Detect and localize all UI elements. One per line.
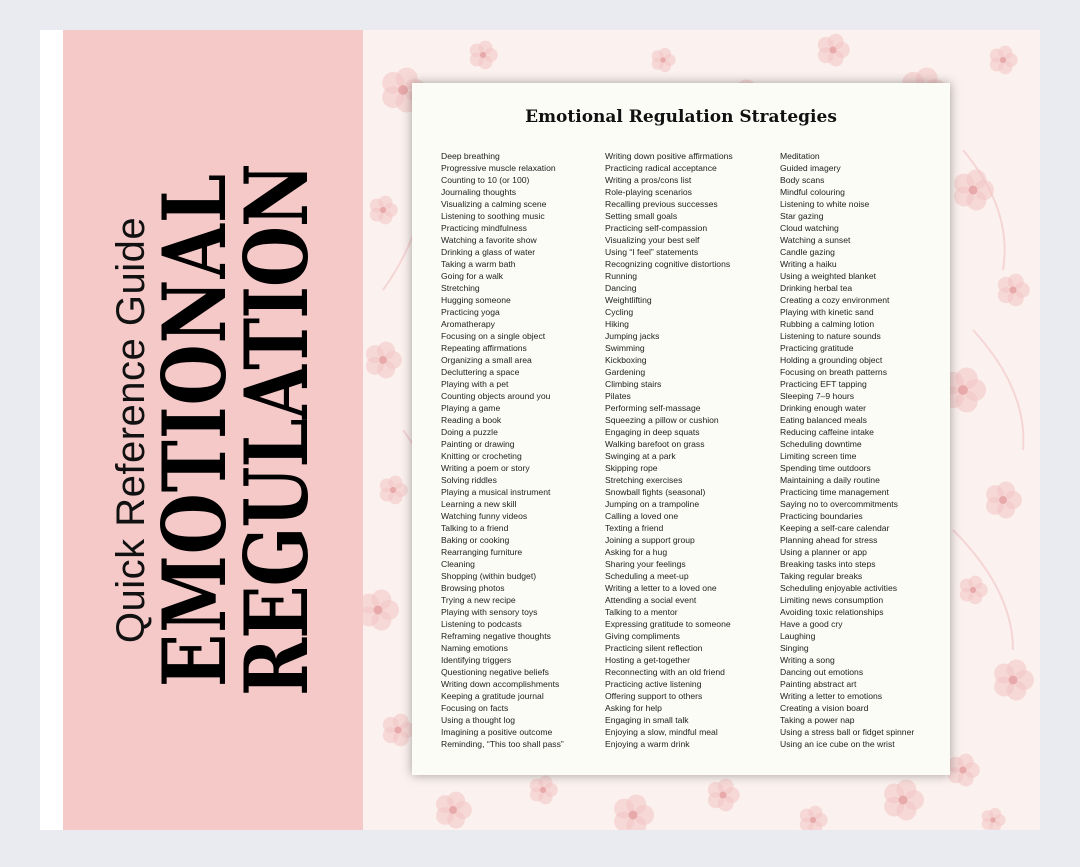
strategy-item: Recognizing cognitive distortions <box>605 259 731 269</box>
strategy-item: Painting or drawing <box>441 439 515 449</box>
cover-title-line-1: EMOTIONAL <box>142 172 247 688</box>
strategy-item: Practicing boundaries <box>780 511 863 521</box>
strategy-item: Talking to a mentor <box>605 607 678 617</box>
strategy-item: Repeating affirmations <box>441 343 527 353</box>
flower-icon <box>614 795 654 830</box>
strategy-item: Watching a favorite show <box>441 235 537 245</box>
strategy-item: Drinking herbal tea <box>780 283 853 293</box>
strategy-column-1 <box>441 150 564 750</box>
strategy-item: Identifying triggers <box>441 655 512 665</box>
strategy-item: Hugging someone <box>441 295 511 305</box>
strategy-item: Kickboxing <box>605 355 647 365</box>
strategy-item: Swinging at a park <box>605 451 676 461</box>
strategy-item: Guided imagery <box>780 163 841 173</box>
strategy-item: Rubbing a calming lotion <box>780 319 875 329</box>
strategy-item: Scheduling downtime <box>780 439 862 449</box>
strategy-item: Texting a friend <box>605 523 664 533</box>
flower-icon <box>470 41 498 70</box>
strategy-item: Engaging in small talk <box>605 715 689 725</box>
strategy-item: Weightlifting <box>605 295 652 305</box>
strategy-item: Planning ahead for stress <box>780 535 878 545</box>
strategy-item: Playing with kinetic sand <box>780 307 874 317</box>
strategy-item: Asking for a hug <box>605 547 668 557</box>
strategy-item: Spending time outdoors <box>780 463 871 473</box>
flower-icon <box>436 792 472 829</box>
strategy-item: Creating a cozy environment <box>780 295 890 305</box>
strategy-item: Using a stress ball or fidget spinner <box>780 727 915 737</box>
flower-icon <box>800 806 828 830</box>
strategy-item: Reframing negative thoughts <box>441 631 551 641</box>
strategy-item: Reducing caffeine intake <box>780 427 874 437</box>
strategy-item: Baking or cooking <box>441 535 510 545</box>
strategy-item: Using a planner or app <box>780 547 867 557</box>
sheet-title: Emotional Regulation Strategies <box>525 107 837 127</box>
flower-icon <box>948 754 980 787</box>
strategy-item: Drinking enough water <box>780 403 866 413</box>
strategy-item: Limiting screen time <box>780 451 857 461</box>
strategy-item: Using a weighted blanket <box>780 271 877 281</box>
strategy-item: Body scans <box>780 175 825 185</box>
strategy-item: Watching a sunset <box>780 235 851 245</box>
strategy-item: Shopping (within budget) <box>441 571 537 581</box>
strategy-item: Snowball fights (seasonal) <box>605 487 706 497</box>
strategy-item: Walking barefoot on grass <box>605 439 705 449</box>
strategy-item: Watching funny videos <box>441 511 528 521</box>
strategy-item: Visualizing a calming scene <box>441 199 547 209</box>
strategy-item: Have a good cry <box>780 619 843 629</box>
flower-icon <box>884 780 924 821</box>
strategy-item: Playing with a pet <box>441 379 509 389</box>
strategy-item: Focusing on a single object <box>441 331 546 341</box>
strategy-item: Gardening <box>605 367 646 377</box>
strategy-item: Hiking <box>605 319 629 329</box>
strategy-item: Swimming <box>605 343 645 353</box>
strategy-item: Progressive muscle relaxation <box>441 163 556 173</box>
strategy-item: Listening to soothing music <box>441 211 545 221</box>
strategy-item: Pilates <box>605 391 631 401</box>
strategy-item: Using an ice cube on the wrist <box>780 739 895 749</box>
strategy-item: Recalling previous successes <box>605 199 718 209</box>
strategy-item: Going for a walk <box>441 271 504 281</box>
strategy-item: Reminding, “This too shall pass” <box>441 739 564 749</box>
strategy-item: Practicing yoga <box>441 307 500 317</box>
strategy-item: Dancing out emotions <box>780 667 864 677</box>
strategy-column-3 <box>780 150 914 750</box>
strategy-item: Cycling <box>605 307 634 317</box>
flower-icon <box>363 590 399 631</box>
strategy-item: Mindful colouring <box>780 187 845 197</box>
strategy-item: Engaging in deep squats <box>605 427 700 437</box>
flower-icon <box>370 196 398 225</box>
strategy-item: Counting to 10 (or 100) <box>441 175 530 185</box>
flower-icon <box>986 482 1022 519</box>
strategy-item: Practicing mindfulness <box>441 223 527 233</box>
strategy-item: Reading a book <box>441 415 502 425</box>
strategy-item: Practicing time management <box>780 487 889 497</box>
strategy-item: Candle gazing <box>780 247 835 257</box>
strategy-item: Decluttering a space <box>441 367 520 377</box>
strategy-item: Taking a warm bath <box>441 259 516 269</box>
strategy-item: Offering support to others <box>605 691 703 701</box>
strategy-item: Listening to nature sounds <box>780 331 881 341</box>
strategy-item: Attending a social event <box>605 595 697 605</box>
cover-subtitle: Quick Reference Guide <box>109 216 153 644</box>
strategy-item: Writing a poem or story <box>441 463 530 473</box>
cover-title-line-2: REGULATION <box>224 164 329 696</box>
strategy-item: Skipping rope <box>605 463 658 473</box>
strategy-item: Writing down positive affirmations <box>605 151 733 161</box>
strategy-item: Visualizing your best self <box>605 235 700 245</box>
cover-title-block <box>93 50 333 810</box>
strategy-item: Avoiding toxic relationships <box>780 607 884 617</box>
strategy-item: Browsing photos <box>441 583 505 593</box>
strategy-item: Talking to a friend <box>441 523 509 533</box>
strategy-item: Jumping on a trampoline <box>605 499 700 509</box>
strategy-item: Laughing <box>780 631 816 641</box>
strategy-item: Star gazing <box>780 211 824 221</box>
strategy-item: Meditation <box>780 151 820 161</box>
strategy-item: Writing a letter to emotions <box>780 691 883 701</box>
strategy-item: Doing a puzzle <box>441 427 498 437</box>
strategy-item: Using “I feel” statements <box>605 247 699 257</box>
strategy-item: Focusing on facts <box>441 703 509 713</box>
flower-icon <box>366 342 402 379</box>
strategy-item: Stretching <box>441 283 480 293</box>
strategy-item: Stretching exercises <box>605 475 683 485</box>
strategy-item: Sharing your feelings <box>605 559 686 569</box>
strategy-item: Focusing on breath patterns <box>780 367 888 377</box>
strategy-item: Performing self-massage <box>605 403 701 413</box>
strategy-item: Drinking a glass of water <box>441 247 536 257</box>
strategies-sheet <box>412 83 950 775</box>
strategy-item: Reconnecting with an old friend <box>605 667 725 677</box>
strategy-item: Asking for help <box>605 703 662 713</box>
strategy-item: Saying no to overcommitments <box>780 499 898 509</box>
flower-icon <box>652 48 676 73</box>
strategy-item: Jumping jacks <box>605 331 660 341</box>
strategy-item: Keeping a self-care calendar <box>780 523 890 533</box>
strategy-item: Playing with sensory toys <box>441 607 538 617</box>
strategy-item: Deep breathing <box>441 151 500 161</box>
strategy-item: Cleaning <box>441 559 475 569</box>
strategy-item: Singing <box>780 643 809 653</box>
strategy-item: Practicing self-compassion <box>605 223 708 233</box>
strategy-item: Practicing active listening <box>605 679 702 689</box>
strategy-item: Maintaining a daily routine <box>780 475 880 485</box>
strategy-item: Dancing <box>605 283 637 293</box>
strategy-item: Practicing silent reflection <box>605 643 703 653</box>
flower-icon <box>380 476 408 505</box>
strategy-item: Rearranging furniture <box>441 547 523 557</box>
strategy-item: Giving compliments <box>605 631 680 641</box>
strategy-item: Counting objects around you <box>441 391 551 401</box>
flower-icon <box>530 776 558 805</box>
strategy-item: Scheduling a meet-up <box>605 571 689 581</box>
strategy-item: Eating balanced meals <box>780 415 867 425</box>
strategy-item: Setting small goals <box>605 211 678 221</box>
flower-icon <box>982 808 1006 830</box>
strategy-item: Calling a loved one <box>605 511 679 521</box>
strategy-item: Climbing stairs <box>605 379 662 389</box>
strategy-item: Writing a haiku <box>780 259 837 269</box>
strategy-item: Journaling thoughts <box>441 187 517 197</box>
flower-icon <box>383 714 415 747</box>
flower-icon <box>990 46 1018 75</box>
strategy-item: Enjoying a slow, mindful meal <box>605 727 718 737</box>
strategy-item: Painting abstract art <box>780 679 857 689</box>
strategy-item: Joining a support group <box>605 535 695 545</box>
strategy-item: Sleeping 7–9 hours <box>780 391 855 401</box>
strategy-item: Writing a song <box>780 655 835 665</box>
strategy-item: Expressing gratitude to someone <box>605 619 731 629</box>
flower-icon <box>960 576 988 605</box>
strategy-item: Taking regular breaks <box>780 571 863 581</box>
strategy-item: Aromatherapy <box>441 319 495 329</box>
strategy-item: Imagining a positive outcome <box>441 727 553 737</box>
flower-icon <box>954 170 994 211</box>
strategy-item: Listening to white noise <box>780 199 870 209</box>
strategy-item: Practicing EFT tapping <box>780 379 867 389</box>
strategy-item: Limiting news consumption <box>780 595 884 605</box>
strategy-item: Knitting or crocheting <box>441 451 522 461</box>
strategy-item: Writing a letter to a loved one <box>605 583 717 593</box>
strategy-item: Solving riddles <box>441 475 497 485</box>
strategy-item: Hosting a get-together <box>605 655 691 665</box>
strategy-item: Practicing radical acceptance <box>605 163 717 173</box>
strategy-item: Learning a new skill <box>441 499 517 509</box>
strategy-item: Role-playing scenarios <box>605 187 692 197</box>
strategy-item: Squeezing a pillow or cushion <box>605 415 719 425</box>
stem-decoration <box>963 150 1005 270</box>
strategy-item: Cloud watching <box>780 223 839 233</box>
strategy-item: Organizing a small area <box>441 355 532 365</box>
strategy-item: Practicing gratitude <box>780 343 854 353</box>
flower-icon <box>818 34 850 67</box>
strategy-item: Taking a power nap <box>780 715 855 725</box>
strategy-item: Writing a pros/cons list <box>605 175 692 185</box>
strategy-item: Trying a new recipe <box>441 595 516 605</box>
flower-icon <box>708 779 740 812</box>
strategy-item: Keeping a gratitude journal <box>441 691 544 701</box>
strategy-item: Enjoying a warm drink <box>605 739 690 749</box>
strategy-item: Holding a grounding object <box>780 355 883 365</box>
strategy-item: Naming emotions <box>441 643 508 653</box>
flower-icon <box>998 274 1030 307</box>
strategy-item: Creating a vision board <box>780 703 869 713</box>
strategy-item: Using a thought log <box>441 715 516 725</box>
strategy-column-2 <box>605 150 733 750</box>
flower-icon <box>994 660 1034 701</box>
strategy-item: Playing a musical instrument <box>441 487 551 497</box>
strategy-item: Breaking tasks into steps <box>780 559 876 569</box>
strategy-item: Questioning negative beliefs <box>441 667 549 677</box>
strategy-item: Playing a game <box>441 403 501 413</box>
strategy-item: Running <box>605 271 638 281</box>
strategy-item: Listening to podcasts <box>441 619 522 629</box>
strategy-item: Scheduling enjoyable activities <box>780 583 898 593</box>
strategy-item: Writing down accomplishments <box>441 679 560 689</box>
